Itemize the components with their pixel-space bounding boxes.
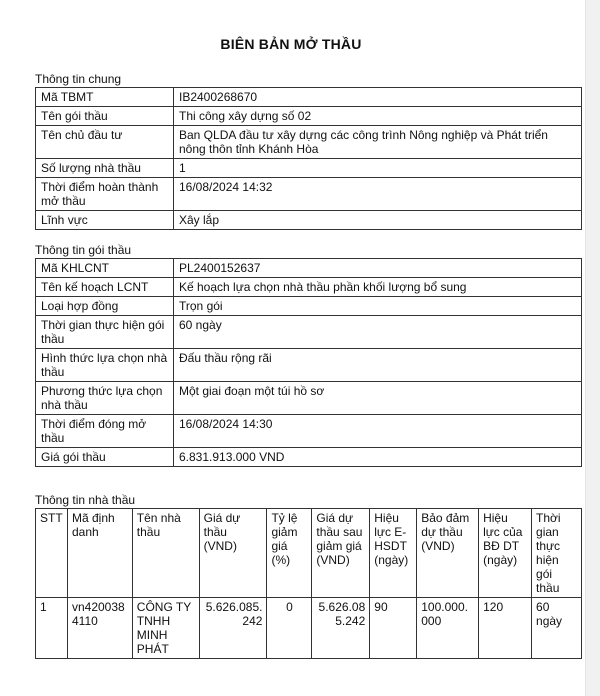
row-label: Mã TBMT: [36, 88, 174, 107]
row-value: Một giai đoạn một túi hồ sơ: [174, 382, 582, 415]
table-row: [36, 297, 582, 316]
cell-guarantee-validity: 120: [479, 598, 532, 659]
contractors-heading: Thông tin nhà thầu: [35, 493, 136, 507]
table-row: [36, 278, 582, 297]
cell-duration: 60 ngày: [532, 598, 582, 659]
column-header: Bảo đảm dự thầu (VND): [417, 509, 479, 598]
column-header: Hiệu lực của BĐ DT (ngày): [479, 509, 532, 598]
row-label: Lĩnh vực: [36, 211, 174, 230]
row-value: 6.831.913.000 VND: [174, 448, 582, 467]
cell-bid-price: 5.626.085.242: [199, 598, 267, 659]
table-row: [36, 159, 582, 178]
table-row: [36, 415, 582, 448]
row-label: Loại hợp đồng: [36, 297, 174, 316]
row-label: Tên chủ đầu tư: [36, 126, 174, 159]
row-label: Phương thức lựa chọn nhà thầu: [36, 382, 174, 415]
table-row: [36, 382, 582, 415]
cell-validity: 90: [370, 598, 417, 659]
column-header: Tên nhà thầu: [132, 509, 199, 598]
table-row: [36, 448, 582, 467]
cell-guarantee: 100.000.000: [417, 598, 479, 659]
table-row: [36, 349, 582, 382]
column-header: Mã định danh: [67, 509, 132, 598]
row-value: 1: [174, 159, 582, 178]
row-value: Thi công xây dựng số 02: [174, 107, 582, 126]
general-info-table: [35, 87, 582, 230]
table-row: [36, 259, 582, 278]
table-row: [36, 126, 582, 159]
row-label: Thời điểm hoàn thành mở thầu: [36, 178, 174, 211]
package-heading: Thông tin gói thầu: [35, 243, 132, 257]
row-label: Giá gói thầu: [36, 448, 174, 467]
page-title: BIÊN BẢN MỞ THẦU: [220, 36, 362, 52]
table-row: [36, 598, 582, 659]
column-header: Giá dự thầu sau giảm giá (VND): [312, 509, 370, 598]
table-row: [36, 88, 582, 107]
column-header: STT: [36, 509, 68, 598]
row-value: Kế hoạch lựa chọn nhà thầu phần khối lượng bổ sung: [174, 278, 582, 297]
cell-stt: 1: [36, 598, 68, 659]
row-value: 60 ngày: [174, 316, 582, 349]
cell-name: CÔNG TY TNHH MINH PHÁT: [132, 598, 199, 659]
table-header-row: [36, 509, 582, 598]
column-header: Hiệu lực E-HSDT (ngày): [370, 509, 417, 598]
row-label: Tên gói thầu: [36, 107, 174, 126]
contractors-table: [35, 508, 582, 659]
column-header: Tỷ lệ giảm giá (%): [267, 509, 312, 598]
row-value: 16/08/2024 14:30: [174, 415, 582, 448]
cell-id: vn4200384110: [67, 598, 132, 659]
row-label: Hình thức lựa chọn nhà thầu: [36, 349, 174, 382]
row-label: Thời gian thực hiện gói thầu: [36, 316, 174, 349]
cell-discount: 0: [267, 598, 312, 659]
row-value: Trọn gói: [174, 297, 582, 316]
row-value: IB2400268670: [174, 88, 582, 107]
row-label: Mã KHLCNT: [36, 259, 174, 278]
column-header: Giá dự thầu (VND): [199, 509, 267, 598]
row-value: Xây lắp: [174, 211, 582, 230]
row-label: Tên kế hoạch LCNT: [36, 278, 174, 297]
row-value: 16/08/2024 14:32: [174, 178, 582, 211]
column-header: Thời gian thực hiện gói thầu: [532, 509, 582, 598]
package-info-table: [35, 258, 582, 467]
table-row: [36, 107, 582, 126]
row-value: Ban QLDA đầu tư xây dựng các công trình Nông nghiệp và Phát triển nông thôn tỉnh Khánh Hòa: [174, 126, 582, 159]
table-row: [36, 178, 582, 211]
row-value: Đấu thầu rộng rãi: [174, 349, 582, 382]
cell-price-after-discount: 5.626.085.242: [312, 598, 370, 659]
scrollbar[interactable]: [585, 0, 600, 696]
row-value: PL2400152637: [174, 259, 582, 278]
row-label: Số lượng nhà thầu: [36, 159, 174, 178]
table-row: [36, 211, 582, 230]
row-label: Thời điểm đóng mở thầu: [36, 415, 174, 448]
general-heading: Thông tin chung: [35, 72, 122, 86]
table-row: [36, 316, 582, 349]
